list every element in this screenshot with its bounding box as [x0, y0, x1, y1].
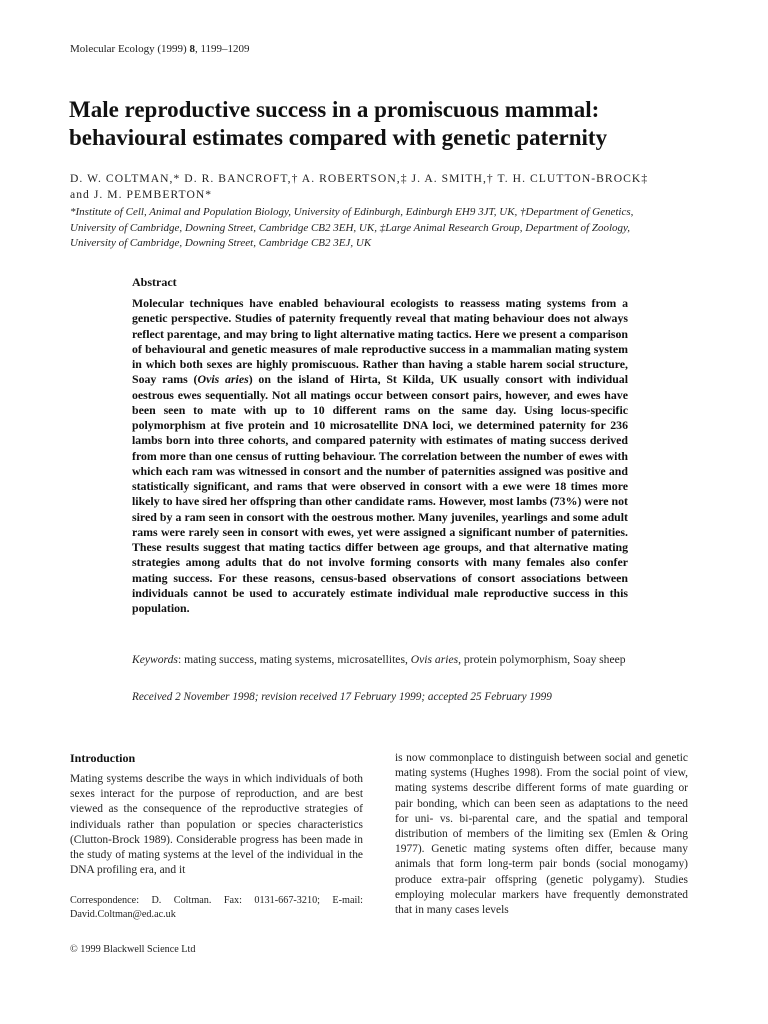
authors-line-1: D. W. COLTMAN,* D. R. BANCROFT,† A. ROBERTSON,‡ J. A. SMITH,† T. H. CLUTTON-BROCK‡	[70, 172, 649, 185]
journal-citation	[70, 43, 250, 55]
affiliation-line-1: *Institute of Cell, Animal and Population Biology, University of Edinburgh, Edinburgh EH9 3JT, UK, †Department of Genetics,	[70, 206, 634, 218]
correspondence-footnote: Correspondence: D. Coltman. Fax: 0131-667-3210; E-mail: David.Coltman@ed.ac.uk	[70, 895, 363, 920]
abstract-part-1: Molecular techniques have enabled behavioural ecologists to reassess mating systems from a genetic perspective. Studies of paternity frequently reveal that mating behaviour does not always reflect parentage, and may bring to light alternative mating tactics. Here we present a comparison of behavioural and genetic measures of male reproductive success in a mammalian mating system in which both sexes are highly promiscuous. Rather than having a stable harem social structure, Soay rams (	[132, 296, 628, 387]
keywords-part-1: : mating success, mating systems, microsatellites,	[177, 653, 411, 666]
affiliation-line-3: University of Cambridge, Downing Street, Cambridge CB2 3EJ, UK	[70, 237, 372, 249]
introduction-heading: Introduction	[70, 751, 136, 765]
abstract-text	[132, 296, 628, 616]
keywords-part-2: , protein polymorphism, Soay sheep	[458, 653, 626, 666]
journal-pages: , 1199–1209	[194, 43, 250, 55]
journal-name: Molecular Ecology (1999)	[70, 43, 187, 55]
title-line-2: behavioural estimates compared with genetic paternity	[69, 125, 608, 150]
copyright-notice: © 1999 Blackwell Science Ltd	[70, 944, 196, 955]
affiliations	[70, 205, 700, 252]
journal-volume: 8	[189, 43, 195, 55]
author-list	[70, 171, 700, 203]
affiliation-line-2: University of Cambridge, Downing Street, Cambridge CB2 3EH, UK, ‡Large Animal Research Group, Department of Zoology,	[70, 221, 631, 234]
article-title	[69, 96, 709, 152]
keywords	[132, 652, 628, 668]
introduction-right-column: is now commonplace to distinguish between social and genetic mating systems (Hughes 1998). From the social point of view, mating systems describe different forms of mate guarding or pair bonding, which can been seen as adaptations to the need for uni- vs. bi-parental care, and the spatial and temporal distribution of members of the limiting sex (Emlen & Oring 1977). Genetic mating systems often differ, because many animals that form long-term pair bonds (social monogamy) produce extra-pair offspring (genetic polygamy). Studies employing molecular markers have frequently demonstrated that in many cases levels	[395, 752, 688, 917]
introduction-left-column: Mating systems describe the ways in which individuals of both sexes interact for the purpose of reproduction, and are best viewed as the consequence of the reproductive strategies of individuals rather than population or species characteristics (Clutton-Brock 1989). Considerable progress has been made in the study of mating systems at the level of the individual in the DNA profiling era, and it	[70, 773, 363, 877]
keywords-species-name: Ovis aries	[410, 653, 459, 666]
keywords-label: Keywords	[132, 653, 178, 666]
received-dates: Received 2 November 1998; revision received 17 February 1999; accepted 25 February 1999	[132, 691, 552, 703]
abstract-heading: Abstract	[132, 275, 177, 289]
abstract-part-2: ) on the island of Hirta, St Kilda, UK usually consort with individual oestrous ewes sequentially. Not all matings occur between consort pairs, however, and ewes have been seen to mate with up to 10 different rams on the same day. Using locus-specific polymorphism at five protein and 10 microsatellite DNA loci, we determined paternity for 236 lambs born into three cohorts, and compared paternity with estimates of mating success derived from more than one census of rutting behaviour. The correlation between the number of ewes with which each ram was witnessed in consort and the number of paternities assigned was positive and statistically significant, and rams that were observed in consort with a ewe were 18 times more likely to have sired her offspring than other candidate rams. However, most lambs (73%) were not sired by a ram seen in consort with the oestrous mother. Many juveniles, yearlings and some adult rams were rarely seen in consort with ewes, yet were assigned a significant number of paternities. These results suggest that mating tactics differ between age groups, and that alternative mating strategies among adults that do not involve forming consorts with many females also confer mating success. For these reasons, census-based observations of consort associations between individuals cannot be used to accurately estimate individual male reproductive success in this population.	[132, 372, 629, 615]
authors-line-2: and J. M. PEMBERTON*	[70, 188, 213, 201]
abstract-species-name: Ovis aries	[197, 372, 249, 387]
title-line-1: Male reproductive success in a promiscuous mammal:	[69, 97, 600, 122]
